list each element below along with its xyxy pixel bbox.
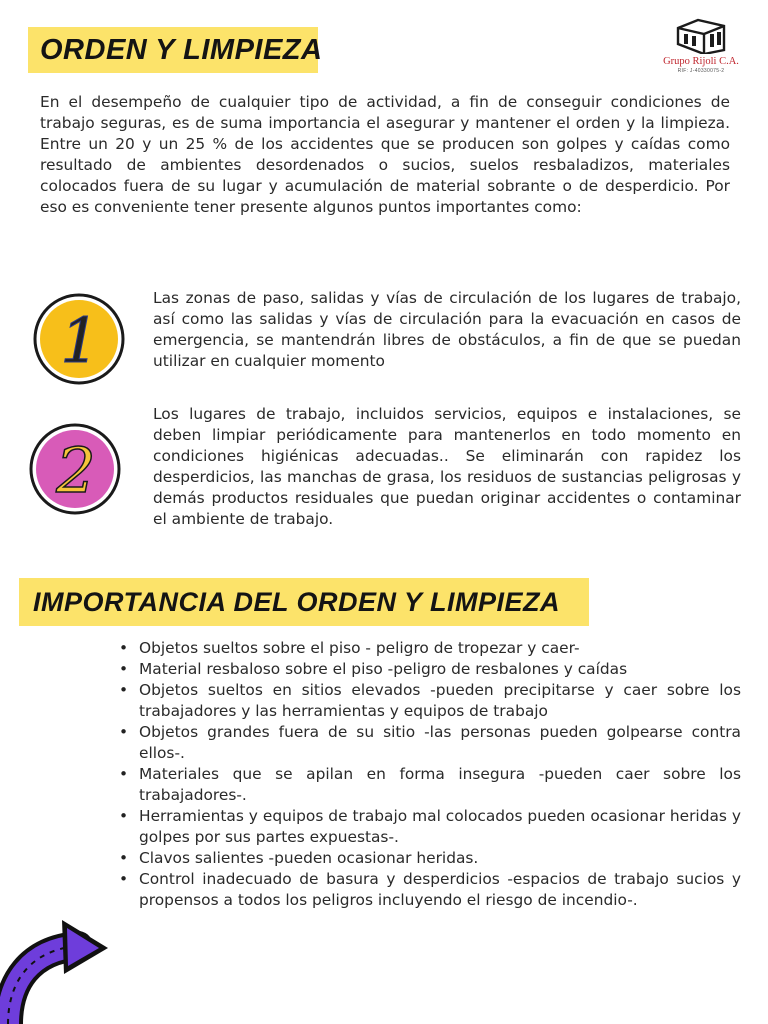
page-title: ORDEN Y LIMPIEZA bbox=[28, 27, 318, 73]
list-item: • Control inadecuado de basura y desperdicios -espacios de trabajo sucios y propensos a todos los peligros incluyendo el riesgo de incendio-. bbox=[115, 869, 741, 911]
point-2-text: Los lugares de trabajo, incluidos servicios, equipos e instalaciones, se deben limpiar periódicamente para mantenerlos en todo momento en condiciones higiénicas adecuadas.. Se eliminarán con rapidez los desperdicios, las manchas de grasa, los residuos de sustancias peligrosas y demás productos residuales que puedan originar accidentes o contaminar el ambiente de trabajo. bbox=[153, 405, 741, 528]
intro-paragraph: En el desempeño de cualquier tipo de actividad, a fin de conseguir condiciones de trabajo seguras, es de suma importancia el asegurar y mantener el orden y la limpieza. Entre un 20 y un 25 % de los accidentes que se producen son golpes y caídas como resultado de ambientes desordenados o sucios, suelos resbaladizos, materiales colocados fuera de su lugar y acumulación de material sobrante o de desperdicio. Por eso es conveniente tener presente algunos puntos importantes como: bbox=[40, 93, 730, 216]
point-1-text: Las zonas de paso, salidas y vías de circulación de los lugares de trabajo, así como las salidas y vías de circulación para la evacuación en casos de emergencia, se mantendrán libres de obstáculos, a fin de que se puedan utilizar en cualquier momento bbox=[153, 289, 741, 370]
logo-company-name: Grupo Rijoli C.A. bbox=[663, 56, 739, 67]
list-item: • Objetos sueltos sobre el piso - peligro de tropezar y caer- bbox=[115, 638, 741, 659]
list-item: • Herramientas y equipos de trabajo mal colocados pueden ocasionar heridas y golpes por sus partes expuestas-. bbox=[115, 806, 741, 848]
number-one-badge bbox=[30, 290, 128, 388]
logo-rif: RIF: J-40330075-2 bbox=[677, 68, 725, 74]
list-item: • Objetos sueltos en sitios elevados -pueden precipitarse y caer sobre los trabajadores y las herramientas y equipos de trabajo bbox=[115, 680, 741, 722]
company-logo bbox=[648, 14, 754, 80]
section-title: IMPORTANCIA DEL ORDEN Y LIMPIEZA bbox=[19, 578, 589, 626]
list-item: • Materiales que se apilan en forma insegura -pueden caer sobre los trabajadores-. bbox=[115, 764, 741, 806]
list-item: • Clavos salientes -pueden ocasionar heridas. bbox=[115, 848, 741, 869]
point-1-number: 1 bbox=[60, 304, 100, 377]
list-item: • Material resbaloso sobre el piso -peligro de resbalones y caídas bbox=[115, 659, 741, 680]
building-logo-icon bbox=[670, 14, 732, 54]
curved-arrow-icon bbox=[0, 912, 112, 1024]
hazard-list bbox=[115, 638, 741, 911]
list-item: • Objetos grandes fuera de su sitio -las personas pueden golpearse contra ellos-. bbox=[115, 722, 741, 764]
number-two-badge bbox=[26, 420, 124, 518]
point-2-number: 2 bbox=[56, 434, 96, 507]
